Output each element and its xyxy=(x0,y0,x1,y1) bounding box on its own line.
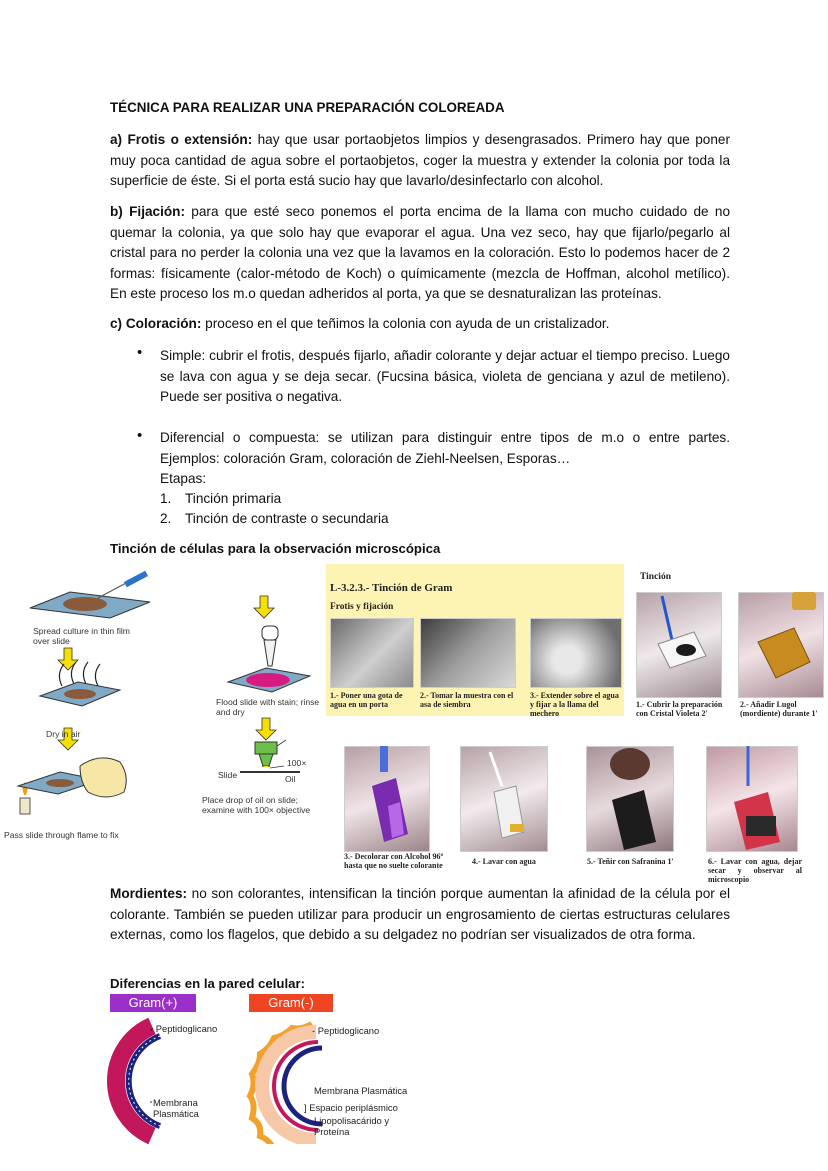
loop-handle-icon xyxy=(124,571,148,588)
tincion-step-2-caption: 2.- Añadir Lugol (mordiente) durante 1' xyxy=(740,700,818,719)
smear-icon xyxy=(46,779,74,787)
gram-neg-lipo-label: Lipopolisacárido y Proteína xyxy=(314,1115,390,1137)
etapas-text-1: Tinción primaria xyxy=(185,491,282,506)
down-arrow-icon xyxy=(254,596,274,618)
tincion-step-6-caption: 6.- Lavar con agua, dejar secar y observar al microscopio xyxy=(708,857,802,885)
gram-panel-subtitle: Frotis y fijación xyxy=(330,602,394,612)
section-c-text: proceso en el que teñimos la colonia con ayuda de un cristalizador. xyxy=(201,316,610,331)
etapas-text-2: Tinción de contraste o secundaria xyxy=(185,511,389,526)
crystal-violet-icon xyxy=(636,592,720,696)
section-a-paragraph xyxy=(110,130,730,192)
flood-label: Flood slide with stain; rinse and dry xyxy=(216,697,320,717)
gram-neg-peptido-text: Peptidoglicano xyxy=(317,1025,380,1036)
lens-mag-label: 100× xyxy=(287,758,307,768)
gram-step-1-caption: 1.- Poner una gota de agua en un porta xyxy=(330,691,403,710)
objective-tip-icon xyxy=(259,754,273,766)
gram-negative-badge: Gram(-) xyxy=(249,994,333,1012)
section-c-paragraph xyxy=(110,314,730,335)
down-arrow-icon xyxy=(256,718,276,740)
lavar-agua-icon xyxy=(460,746,546,850)
dropper-icon xyxy=(264,640,276,666)
bullet-simple: Simple: cubrir el frotis, después fijarlo, añadir colorante y dejar actuar el tiempo preciso. Luego se lava con agua y se deja secar. (Fucsina básica, violeta de genciana y azul de metileno). Puede ser positiva o negativa. xyxy=(160,348,730,404)
gram-neg-membrana-label: Membrana Plasmática xyxy=(314,1085,408,1096)
gram-pos-peptido-label: - Peptidoglicano xyxy=(150,1023,218,1034)
candle-icon xyxy=(20,798,30,814)
etapas-item-1 xyxy=(160,489,281,510)
lavar-final-icon xyxy=(706,746,796,850)
down-arrow-icon xyxy=(58,648,78,670)
page-title: TÉCNICA PARA REALIZAR UNA PREPARACIÓN COLOREADA xyxy=(110,100,505,115)
smear-icon xyxy=(64,689,96,699)
tincion-step-3-caption: 3.- Decolorar con Alcohol 96º hasta que no suelte colorante xyxy=(344,852,444,871)
inoculating-loop-icon xyxy=(98,582,128,598)
section-c-label: c) Coloración: xyxy=(110,316,202,331)
etapas-num-1: 1. xyxy=(160,491,172,506)
objective-lens-icon xyxy=(255,742,277,754)
figure-heading: Tinción de células para la observación microscópica xyxy=(110,541,441,556)
place-oil-label: Place drop of oil on slide; examine with 100× objective xyxy=(202,795,311,815)
gram-neg-espacio-text: Espacio periplásmico xyxy=(309,1102,398,1113)
bullet-dot: • xyxy=(137,344,143,361)
bullet-dot: • xyxy=(137,427,143,444)
photo-step-3 xyxy=(530,618,622,688)
dry-label: Dry in air xyxy=(46,729,81,739)
etapas-num-2: 2. xyxy=(160,511,172,526)
gram-pos-peptido-text: Peptidoglicano xyxy=(155,1023,218,1034)
decolor-alcohol-icon xyxy=(344,746,428,850)
stain-icon xyxy=(246,673,290,687)
gram-step-2-caption: 2.- Tomar la muestra con el asa de siembra xyxy=(420,691,514,710)
safranina-icon xyxy=(586,746,672,850)
etapas-item-2 xyxy=(160,509,389,530)
photo-step-2 xyxy=(420,618,516,688)
photo-step-1 xyxy=(330,618,414,688)
tincion-step-4-caption: 4.- Lavar con agua xyxy=(472,857,536,866)
section-a-label: a) Frotis o extensión: xyxy=(110,132,253,147)
section-b-paragraph xyxy=(110,202,730,305)
mordientes-paragraph xyxy=(110,884,730,946)
slide-label: Slide xyxy=(218,770,238,780)
gram-positive-badge: Gram(+) xyxy=(110,994,196,1012)
section-a-text: hay que usar portaobjetos limpios y desengrasados. Primero hay que poner muy poca cantidad de agua sobre el portaobjetos, coger la muestra y extender la colonia por toda la superficie de éste. Si el porta está sucio hay que lavarlo/desinfectarlo con alcohol. xyxy=(110,132,730,188)
gram-neg-espacio-label: ] Espacio periplásmico xyxy=(304,1102,398,1113)
hand-icon xyxy=(80,758,126,797)
tincion-step-1-caption: 1.- Cubrir la preparación con Cristal Violeta 2' xyxy=(636,700,723,719)
gram-neg-peptido-label: - Peptidoglicano xyxy=(312,1025,380,1036)
mordientes-label: Mordientes: xyxy=(110,886,188,901)
tincion-label: Tinción xyxy=(640,572,671,582)
etapas-label: Etapas: xyxy=(160,471,207,486)
mordientes-text: no son colorantes, intensifican la tinción porque aumentan la afinidad de la célula por el colorante. También se pueden utilizar para producir un engrosamiento de ciertas estructuras celulares externas, como los flagelos, que debido a su delgadez no podrían ser visualizados de otra forma. xyxy=(110,886,730,942)
dropper-bulb-icon xyxy=(262,626,278,640)
tincion-step-5-caption: 5.- Teñir con Safranina 1' xyxy=(587,857,674,866)
lugol-icon xyxy=(738,592,822,696)
flame-label: Pass slide through flame to fix xyxy=(4,830,119,840)
bullet-diferencial: Diferencial o compuesta: se utilizan para distinguir entre tipos de m.o o entre partes. Ejemplos: coloración Gram, coloración de Ziehl-Neelsen, Esporas… xyxy=(160,430,730,466)
gram-pos-membrana-label: Membrana Plasmática xyxy=(153,1097,199,1119)
gram-panel-title: L-3.2.3.- Tinción de Gram xyxy=(330,582,453,594)
section-b-text: para que esté seco ponemos el porta encima de la llama con mucho cuidado de no quemar la colonia, ya que solo hay que evaporar el agua. Una vez seco, hay que fijarlo/pegarlo al cristal para no perder la colonia una vez que la lavamos en la coloración. Esto lo podemos hacer de 2 formas: físicamente (calor-método de Koch) o químicamente (mezcla de Hoffman, alcohol metílico). En este proceso los m.o quedan adheridos al porta, ya que se desnaturalizan las proteínas. xyxy=(110,204,731,301)
diferencias-heading: Diferencias en la pared celular: xyxy=(110,976,305,991)
oil-label: Oil xyxy=(285,774,296,784)
section-b-label: b) Fijación: xyxy=(110,204,186,219)
gram-step-3-caption: 3.- Extender sobre el agua y fijar a la llama del mechero xyxy=(530,691,619,719)
smear-icon xyxy=(63,597,107,611)
spread-label: Spread culture in thin film over slide xyxy=(33,626,130,646)
